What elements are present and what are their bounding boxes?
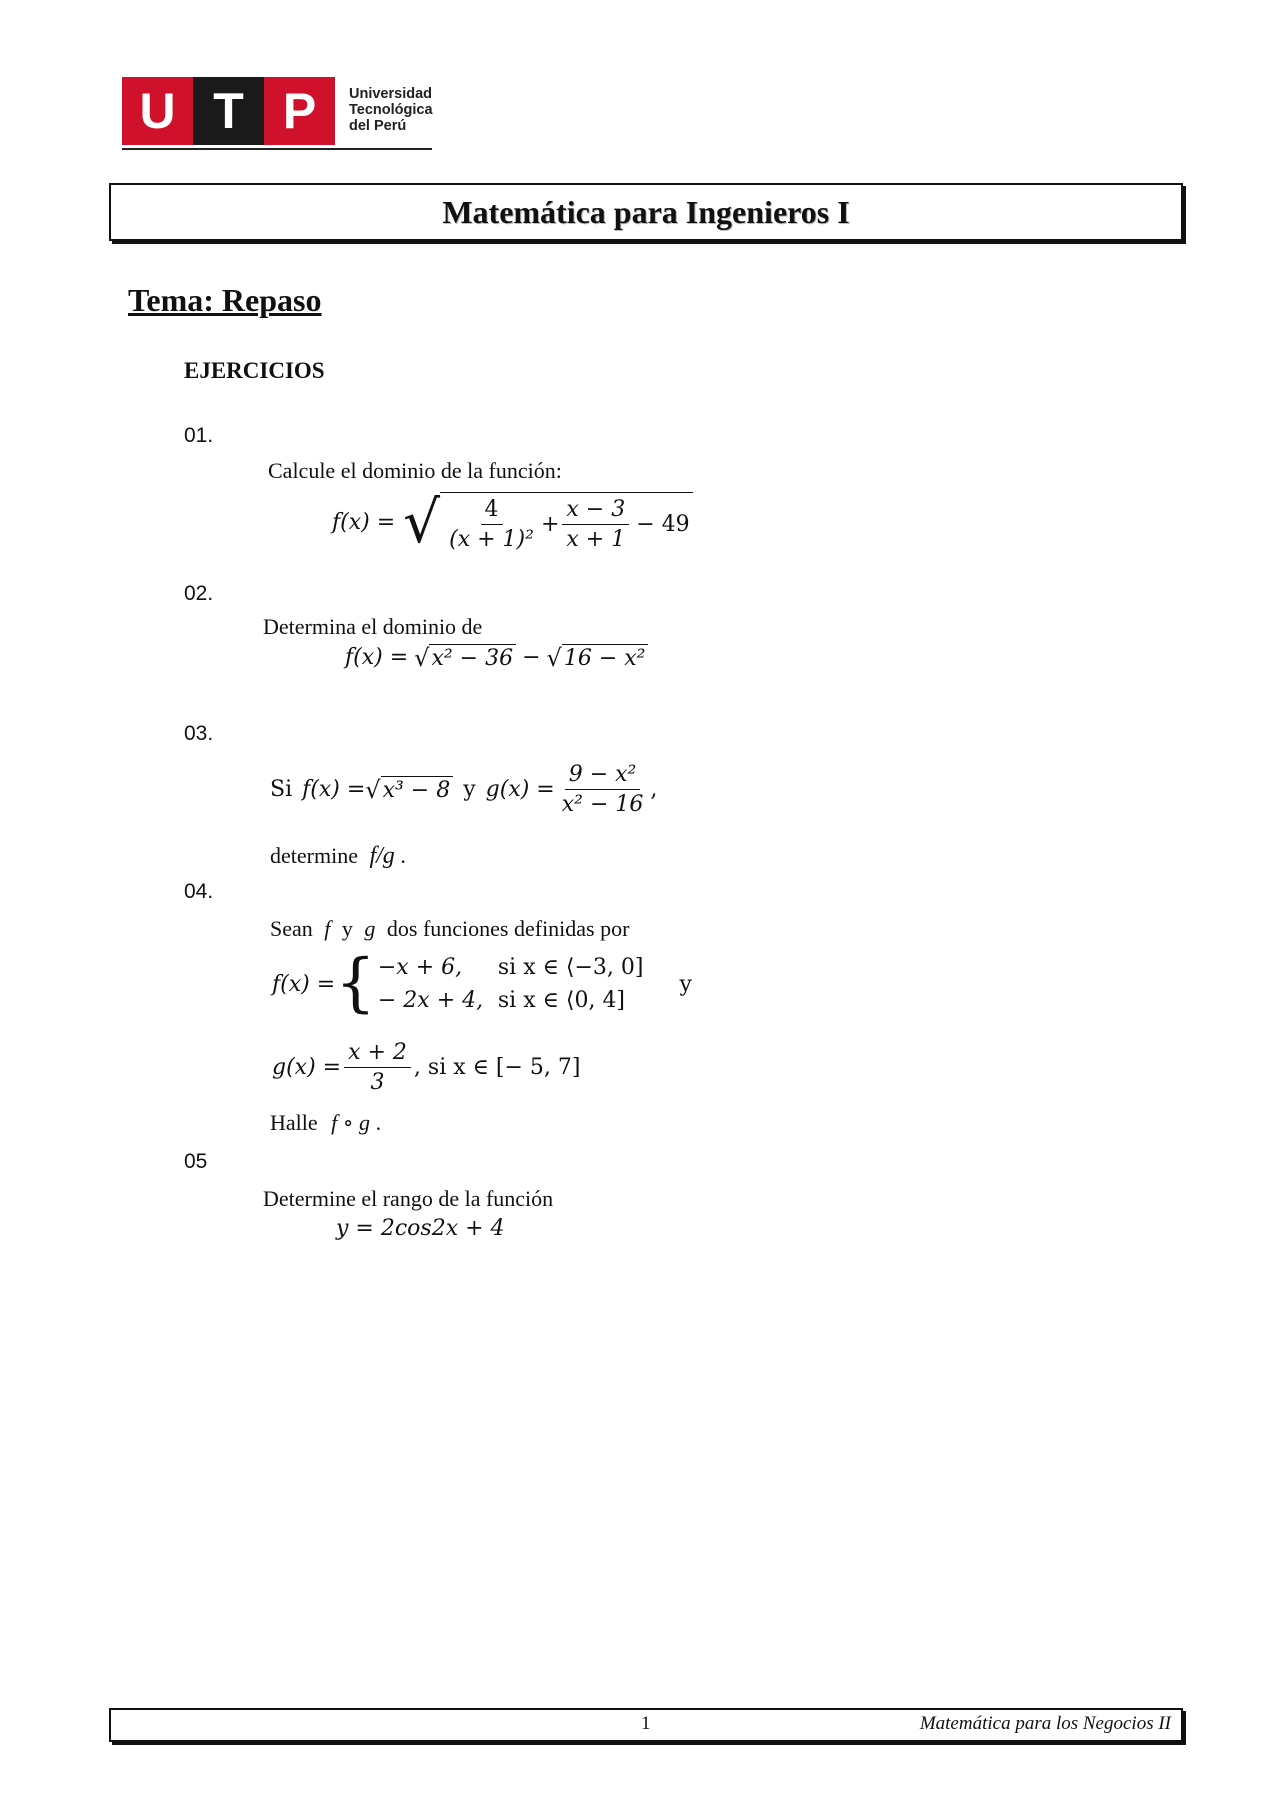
logo-letter-p: P <box>264 77 335 145</box>
exercise-2-formula <box>345 644 648 671</box>
intro-text: Sean <box>270 916 313 941</box>
fraction-denominator: x² − 16 <box>561 792 644 817</box>
exercise-intro <box>270 916 629 942</box>
radical-sign-icon: √ <box>546 643 562 672</box>
logo-divider <box>122 148 432 150</box>
piece-list <box>378 955 644 1013</box>
page-number: 1 <box>641 1713 651 1734</box>
intro-text: dos funciones definidas por <box>386 916 630 941</box>
logo-university-name <box>349 77 433 145</box>
exercise-1-formula <box>332 488 693 556</box>
exercise-ask <box>270 1110 381 1136</box>
radicand: x² − 36 <box>429 644 516 671</box>
plus-sign: + <box>540 512 560 537</box>
section-heading: EJERCICIOS <box>184 358 325 383</box>
period: . <box>375 1110 382 1135</box>
document-title: Matemática para Ingenieros I <box>442 193 850 230</box>
constant-term: − 49 <box>636 512 690 537</box>
function-label: g(x) = <box>485 777 555 802</box>
text-y: y <box>679 971 692 997</box>
radical-sign-icon: √ <box>414 643 430 672</box>
exercise-number: 02. <box>184 582 214 605</box>
fraction-denominator: (x + 1)² <box>449 527 534 552</box>
fraction-numerator: 4 <box>481 497 503 525</box>
footer-course-title: Matemática para los Negocios II <box>919 1713 1171 1734</box>
exercise-ask <box>270 843 406 870</box>
function-label: f(x) = <box>302 777 366 802</box>
ask-text: determine <box>270 843 358 868</box>
fraction-denominator: 3 <box>370 1070 385 1095</box>
radical-sign-icon: √ <box>365 775 381 804</box>
logo-name-line: del Perú <box>349 118 407 134</box>
logo-name-line: Universidad <box>349 86 432 102</box>
logo-letter-t: T <box>193 77 264 145</box>
function-label: f(x) = <box>332 509 396 535</box>
exercise-3-formula <box>270 762 657 817</box>
left-brace-icon: { <box>335 946 376 1021</box>
g-function <box>272 1040 580 1095</box>
symbol-g: g <box>364 916 376 941</box>
piece-condition: si x ∈ ⟨0, 4] <box>497 988 626 1013</box>
logo-name-line: Tecnológica <box>349 102 433 118</box>
exercise-number: 04. <box>184 880 214 903</box>
function-label: f(x) = <box>272 971 336 997</box>
ask-expression: f ∘ g <box>331 1110 371 1135</box>
document-title-box <box>109 183 1183 241</box>
utp-logo <box>122 77 433 145</box>
function-label: f(x) = <box>345 645 409 670</box>
ask-text: Halle <box>270 1110 318 1135</box>
exercise-number: 03. <box>184 722 214 745</box>
square-root <box>547 644 649 671</box>
piecewise-function <box>272 946 692 1021</box>
square-root <box>365 776 453 803</box>
text-y: y <box>341 916 353 941</box>
square-root <box>403 488 692 556</box>
minus-sign: − <box>522 645 541 670</box>
exercise-number: 01. <box>184 424 214 447</box>
exercise-prompt: Determine el rango de la función <box>263 1186 554 1211</box>
radicand <box>440 492 693 552</box>
logo-letter-u: U <box>122 77 193 145</box>
exercise-prompt: Calcule el dominio de la función: <box>268 458 562 483</box>
page-footer <box>109 1708 1183 1742</box>
exercise-number: 05 <box>184 1150 208 1173</box>
square-root <box>414 644 516 671</box>
fraction-numerator: 9 − x² <box>565 762 641 790</box>
radical-sign-icon: √ <box>403 488 441 556</box>
symbol-f: f <box>324 916 331 941</box>
comma: , <box>650 777 658 802</box>
period: . <box>400 843 406 868</box>
radicand: x³ − 8 <box>381 776 454 803</box>
exercise-prompt: Determina el dominio de <box>263 614 483 639</box>
radicand: 16 − x² <box>562 644 649 671</box>
fraction-numerator: x + 2 <box>344 1040 411 1068</box>
piece-expression: −x + 6, <box>377 955 463 980</box>
function-label: g(x) = <box>272 1055 342 1080</box>
ask-expression: f/g <box>369 843 395 869</box>
text-y: y <box>463 777 476 802</box>
g-condition: , si x ∈ [− 5, 7] <box>413 1055 581 1080</box>
fraction-numerator: x − 3 <box>562 497 629 525</box>
piece-condition: si x ∈ ⟨−3, 0] <box>497 955 644 980</box>
piece-expression: − 2x + 4, <box>377 988 484 1013</box>
fraction-denominator: x + 1 <box>566 527 626 552</box>
topic-heading: Tema: Repaso <box>128 282 322 318</box>
exercise-5-formula: y = 2cos2x + 4 <box>336 1216 505 1241</box>
text-si: Si <box>270 777 293 802</box>
